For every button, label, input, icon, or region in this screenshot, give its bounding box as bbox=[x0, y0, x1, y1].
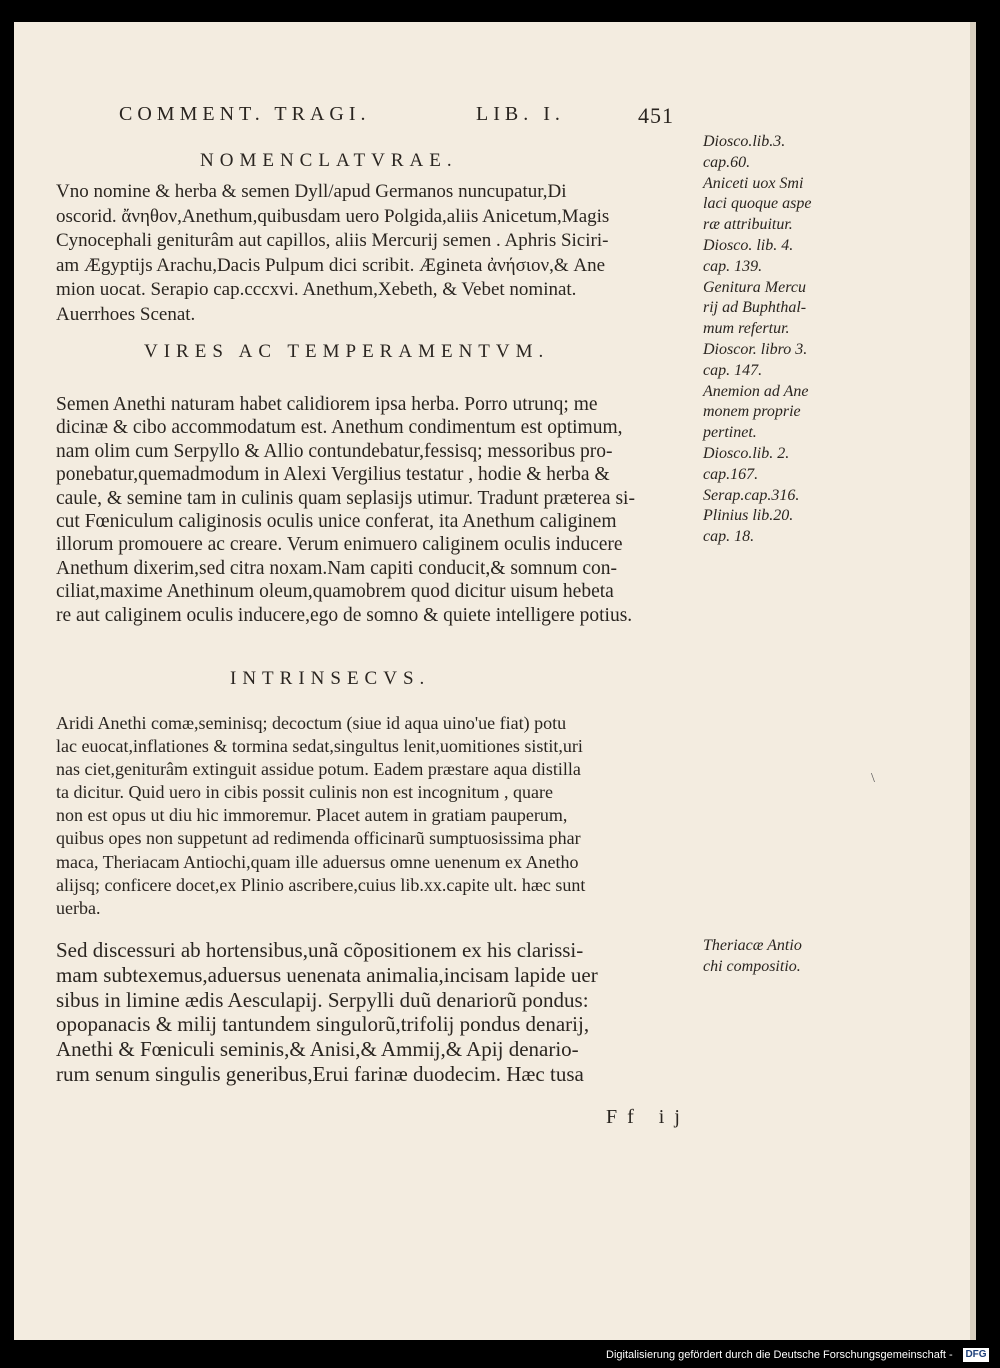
page-number: 451 bbox=[638, 103, 674, 128]
text-line: alijsq; conficere docet,ex Plinio ascribere,cuius lib.xx.capite ult. hæc sunt bbox=[56, 874, 586, 895]
margin-tick-mark: \ bbox=[871, 771, 875, 786]
text-line: uerba. bbox=[56, 897, 101, 918]
text-line: Plinius lib.20. bbox=[703, 507, 794, 525]
paragraph-nomenclature bbox=[56, 180, 609, 327]
section-title-intrinsecus: INTRINSECVS. bbox=[230, 668, 431, 689]
running-head-book: LIB. I. bbox=[476, 103, 565, 125]
text-line: cap.60. bbox=[703, 153, 751, 171]
text-line: lac euocat,inflationes & tormina sedat,singultus lenit,uomitiones sistit,uri bbox=[56, 736, 583, 757]
text-line: ta dicitur. Quid uero in cibis possit culinis non est incognitum , quare bbox=[56, 782, 553, 803]
text-line: Aridi Anethi comæ,seminisq; decoctum (siue id aqua uino'ue fiat) potu bbox=[56, 713, 567, 733]
text-line: Vno nomine & herba & semen Dyll/apud Germanos nuncupatur,Di bbox=[56, 181, 567, 202]
text-line: dicinæ & cibo accommodatum est. Anethum condimentum est optimum, bbox=[56, 417, 623, 439]
text-line: ræ attribuitur. bbox=[703, 216, 793, 234]
margin-notes-top bbox=[703, 132, 811, 548]
text-line: Cynocephali geniturâm aut capillos, aliis Mercurij semen . Aphris Siciri- bbox=[56, 230, 609, 251]
text-line: Semen Anethi naturam habet calidiorem ipsa herba. Porro utrunq; me bbox=[56, 394, 598, 415]
text-line: opopanacis & milij tantundem singulorũ,trifolij pondus denarij, bbox=[56, 1012, 590, 1037]
text-line: quibus opes non suppetunt ad redimenda officinarũ sumptuosissima phar bbox=[56, 828, 581, 849]
signature-mark: Ff ij bbox=[606, 1106, 690, 1128]
text-line: am Ægyptijs Arachu,Dacis Pulpum dici scribit. Ægineta ἀνήσιον,& Ane bbox=[56, 254, 605, 276]
dfg-logo: DFG bbox=[963, 1348, 989, 1362]
text-line: laci quoque aspe bbox=[703, 195, 812, 213]
text-line: rum senum singulis generibus,Erui farinæ duodecim. Hæc tusa bbox=[56, 1061, 584, 1086]
margin-notes-bottom bbox=[703, 936, 802, 977]
text-line: Serap.cap.316. bbox=[703, 486, 800, 504]
text-line: pertinet. bbox=[703, 424, 757, 442]
text-line: Anethi & Fœniculi seminis,& Anisi,& Ammij,& Apij denario- bbox=[56, 1037, 579, 1062]
text-line: monem proprie bbox=[703, 403, 801, 421]
text-line: chi compositio. bbox=[703, 957, 801, 975]
text-line: cap. 139. bbox=[703, 257, 763, 275]
text-line: Diosco.lib. 2. bbox=[703, 444, 790, 462]
text-line: nas ciet,geniturâm extinguit assidue potum. Eadem præstare aqua distilla bbox=[56, 759, 581, 780]
text-line: Diosco.lib.3. bbox=[703, 133, 786, 150]
text-line: cap. 18. bbox=[703, 528, 755, 546]
text-line: Auerrhoes Scenat. bbox=[56, 303, 196, 325]
text-line: nam olim cum Serpyllo & Allio contundebatur,fessisq; messoribus pro- bbox=[56, 440, 613, 462]
text-line: ponebatur,quemadmodum in Alexi Vergilius testatur , hodie & herba & bbox=[56, 464, 610, 486]
book-page bbox=[14, 22, 976, 1340]
text-line: mion uocat. Serapio cap.cccxvi. Anethum,Xebeth, & Vebet nominat. bbox=[56, 279, 577, 300]
text-line: rij ad Buphthal- bbox=[703, 299, 807, 317]
running-head-title: COMMENT. TRAGI. bbox=[119, 103, 371, 125]
text-line: non est opus ut diu hic immoremur. Placet autem in gratiam pauperum, bbox=[56, 805, 568, 826]
paragraph-intrinsecus bbox=[56, 712, 585, 920]
text-line: Sed discessuri ab hortensibus,unã cõpositionem ex his clarissi- bbox=[56, 938, 584, 962]
text-line: Diosco. lib. 4. bbox=[703, 236, 794, 254]
text-line: cap.167. bbox=[703, 465, 759, 483]
text-line: Dioscor. libro 3. bbox=[703, 340, 808, 358]
text-line: Theriacæ Antio bbox=[703, 937, 802, 954]
text-line: Anemion ad Ane bbox=[703, 382, 809, 400]
text-line: Anethum dixerim,sed citra noxam.Nam capiti conducit,& somnum con- bbox=[56, 557, 618, 579]
text-line: mam subtexemus,aduersus uenenata animalia,incisam lapide uer bbox=[56, 962, 598, 987]
footer-credit: Digitalisierung gefördert durch die Deutsche Forschungsgemeinschaft - bbox=[606, 1349, 953, 1361]
paragraph-vires bbox=[56, 393, 635, 627]
text-line: ciliat,maxime Anethinum oleum,quamobrem quod dicitur uisum hebeta bbox=[56, 581, 614, 603]
text-line: caule, & semine tam in culinis quam seplasijs utimur. Tradunt præterea si- bbox=[56, 487, 635, 509]
text-line: cut Fœniculum caliginosis oculis unice conferat, ita Anethum caliginem bbox=[56, 511, 617, 533]
text-line: sibus in limine ædis Aesculapij. Serpylli duũ denariorũ pondus: bbox=[56, 987, 589, 1012]
text-line: re aut caliginem oculis inducere,ego de somno & quiete intelligere potius. bbox=[56, 604, 633, 626]
text-line: mum refertur. bbox=[703, 320, 790, 338]
paragraph-theriaca bbox=[56, 938, 598, 1087]
text-line: cap. 147. bbox=[703, 361, 763, 379]
text-line: illorum promouere ac creare. Verum enimuero caliginem oculis inducere bbox=[56, 534, 623, 556]
text-line: Genitura Mercu bbox=[703, 278, 806, 296]
text-line: Aniceti uox Smi bbox=[703, 174, 804, 192]
text-line: oscorid. ἄνηθον,Anethum,quibusdam uero Polgida,aliis Anicetum,Magis bbox=[56, 205, 610, 227]
section-title-vires: VIRES AC TEMPERAMENTVM. bbox=[144, 341, 550, 362]
section-title-nomenclature: NOMENCLATVRAE. bbox=[200, 150, 458, 171]
text-line: maca, Theriacam Antiochi,quam ille aduersus omne uenenum ex Anetho bbox=[56, 851, 579, 872]
